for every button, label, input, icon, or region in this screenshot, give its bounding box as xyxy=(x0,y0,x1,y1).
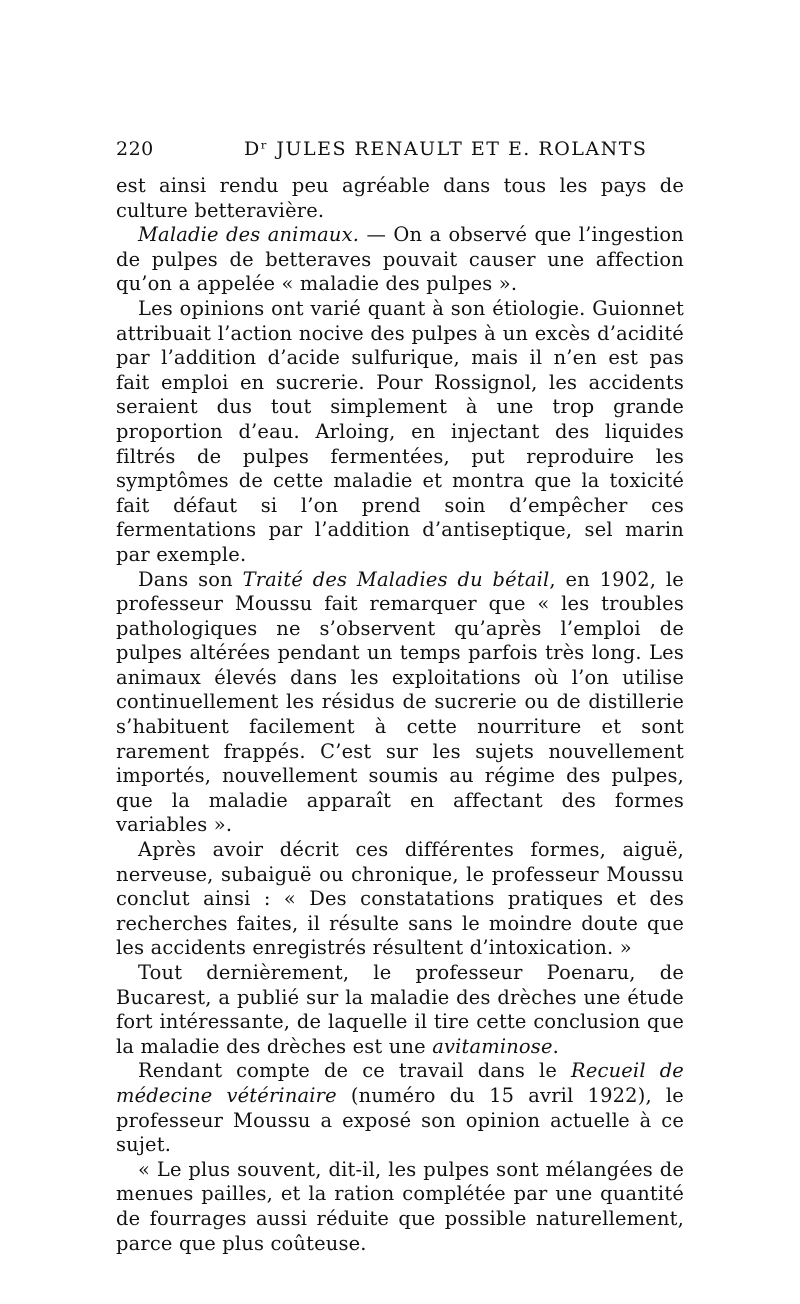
page-number: 220 xyxy=(116,138,154,160)
paragraph xyxy=(116,568,684,839)
journal-title: Recueil de médecine vétérinaire xyxy=(116,1059,684,1107)
paragraph xyxy=(116,1158,684,1256)
paragraph-text: Rendant compte de ce travail dans le xyxy=(138,1059,572,1083)
section-title: Maladie des animaux. xyxy=(138,223,360,247)
page-header xyxy=(116,138,684,164)
paragraph-text: « Le plus souvent, dit-il, les pulpes sont mélangées de menues pailles, et la ration complétée par une quantité de fourrages aussi réduite que possible naturellement, parce que plus coûteuse. xyxy=(116,1157,684,1255)
paragraph xyxy=(116,1059,684,1157)
paragraph xyxy=(116,223,684,297)
paragraph-text: Après avoir décrit ces différentes formes, aiguë, nerveuse, subaiguë ou chronique, le professeur Moussu conclut ainsi : « Des constatations pratiques et des recherches faites, il résulte sans le moindre doute que les accidents enregistrés résultent d’intoxication. » xyxy=(116,838,684,960)
paragraph xyxy=(116,838,684,961)
paragraph-text: — On a observé que l’ingestion de pulpes de betteraves pouvait causer une affection qu’on a appelée « maladie des pulpes ». xyxy=(116,223,684,296)
paragraph-text: (numéro du 15 avril 1922), le professeur Moussu a exposé son opinion actuelle à ce sujet. xyxy=(116,1083,684,1157)
paragraph-text: est ainsi rendu peu agréable dans tous les pays de culture betteravière. xyxy=(116,174,684,222)
paragraph-text: Dans son xyxy=(138,567,243,591)
book-title: Traité des Maladies du bétail xyxy=(242,567,550,591)
paragraph xyxy=(116,961,684,1059)
paragraph xyxy=(116,297,684,568)
paragraph-text: Tout dernièrement, le professeur Poenaru, de Bucarest, a publié sur la maladie des drèches une étude fort intéressante, de laquelle il tire cette conclusion que la maladie des drèches est une xyxy=(116,961,684,1058)
paragraph-text: . xyxy=(552,1034,560,1058)
emphasis-term: avitaminose xyxy=(432,1034,553,1058)
page-body xyxy=(116,174,684,1256)
paragraph-text: Les opinions ont varié quant à son étiologie. Guionnet attribuait l’action nocive des pulpes à un excès d’acidité par l’addition d’acide sulfurique, mais il n’en est pas fait emploi en sucrerie. Pour Rossignol, les accidents seraient dus tout simplement à une trop grande proportion d’eau. Arloing, en injectant des liquides filtrés de pulpes fermentées, put reproduire les symptômes de cette maladie et montra que la toxicité fait défaut si l’on prend soin d’empêcher ces fermentations par l’addition d’antiseptique, sel marin par exemple. xyxy=(116,296,684,566)
running-head: Dʳ JULES RENAULT ET E. ROLANTS xyxy=(244,138,648,160)
paragraph-text: , en 1902, le professeur Moussu fait remarquer que « les troubles pathologiques ne s’observent qu’après l’emploi de pulpes altérées pendant un temps parfois très long. Les animaux élevés dans les exploitations où l’on utilise continuellement les résidus de sucrerie ou de distillerie s’habituent facilement à cette nourriture et sont rarement frappés. C’est sur les sujets nouvellement importés, nouvellement soumis au régime des pulpes, que la maladie apparaît en affectant des formes variables ». xyxy=(116,567,684,837)
paragraph xyxy=(116,174,684,223)
